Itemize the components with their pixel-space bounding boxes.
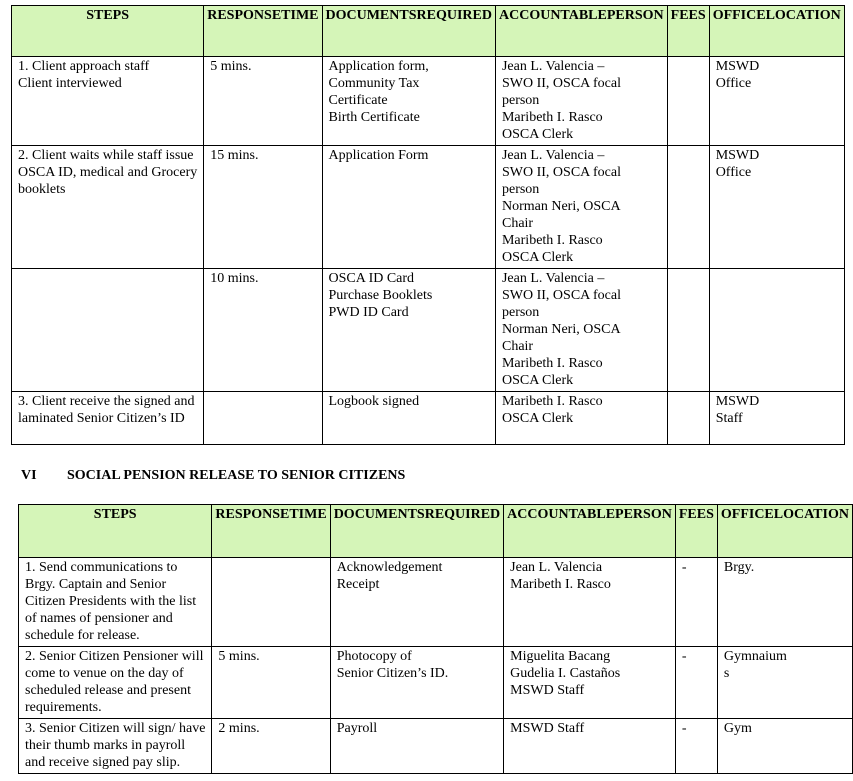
text-line: Norman Neri, OSCA (501, 322, 621, 337)
section-title: SOCIAL PENSION RELEASE TO SENIOR CITIZENS (67, 468, 406, 483)
cell-fees (667, 392, 709, 445)
text-line: Photocopy of (336, 649, 412, 664)
text-line: LOCATI (773, 507, 828, 522)
cell-fees (667, 269, 709, 392)
cell-fees (675, 719, 717, 774)
text-line: Brgy. (723, 560, 755, 575)
header-documents-required (322, 6, 495, 57)
cell-step (12, 57, 204, 146)
table-row (19, 558, 853, 647)
text-line: PWD ID Card (328, 305, 409, 320)
table-row (12, 392, 845, 445)
text-line: Jean L. Valencia – (501, 59, 605, 74)
text-line: Jean L. Valencia (510, 560, 603, 575)
table-row (12, 146, 845, 269)
cell-fees (675, 647, 717, 719)
text-line: MSWD (715, 394, 760, 409)
header-steps (19, 505, 212, 558)
cell-documents (322, 269, 495, 392)
text-line: scheduled release and present (25, 683, 191, 698)
cell-documents (322, 392, 495, 445)
text-line: MSWD (715, 148, 760, 163)
cell-step (19, 647, 212, 719)
section-number: VI (21, 468, 37, 483)
cell-response-time (204, 392, 322, 445)
cell-documents (330, 719, 503, 774)
cell-response-time (204, 57, 322, 146)
text-line: person (501, 182, 540, 197)
text-line: Maribeth I. Rasco (510, 577, 611, 592)
text-line: Logbook signed (328, 394, 420, 409)
text-line: Senior Citizen’s ID. (336, 666, 449, 681)
text-line: DOCUMENTS (333, 507, 425, 522)
header-response-time (212, 505, 330, 558)
text-line: OFFICE (712, 8, 766, 23)
cell-accountable (495, 146, 667, 269)
cell-office (717, 719, 852, 774)
text-line: FEE (678, 507, 707, 522)
header-documents-required (330, 505, 503, 558)
cell-documents (322, 146, 495, 269)
text-line: OSCA ID, medical and Grocery (18, 165, 198, 180)
text-line: Miguelita Bacang (510, 649, 611, 664)
text-line: Jean L. Valencia – (501, 148, 605, 163)
text-line: PERSON (615, 507, 672, 522)
text-line: TIME (281, 8, 319, 23)
text-line: Office (715, 165, 752, 180)
text-line: Office (715, 76, 752, 91)
text-line: OSCA Clerk (501, 373, 574, 388)
cell-accountable (504, 647, 676, 719)
text-line: come to venue on the day of (25, 666, 184, 681)
text-line: Receipt (336, 577, 380, 592)
text-line: ON (819, 8, 841, 23)
header-response-time (204, 6, 322, 57)
cell-accountable (495, 57, 667, 146)
cell-office (709, 146, 844, 269)
text-line: NSE (253, 8, 282, 23)
text-line: MSWD Staff (510, 721, 585, 736)
text-line: REQUIRED (416, 8, 492, 23)
text-line: OFFICE (720, 507, 774, 522)
cell-step (12, 269, 204, 392)
text-line: Payroll (336, 721, 378, 736)
text-line: 3. Client receive the signed and (18, 394, 195, 409)
text-line: RESPO (207, 8, 254, 23)
header-fees (667, 6, 709, 57)
text-line: and receive signed pay slip. (25, 755, 181, 770)
text-line: OSCA Clerk (501, 250, 574, 265)
text-line: SWO II, OSCA focal (501, 288, 621, 303)
text-line: requirements. (25, 700, 102, 715)
text-line: ACCOUNTABLE (498, 8, 607, 23)
text-line: Gymnaium (723, 649, 787, 664)
cell-office (709, 57, 844, 146)
section-heading (21, 467, 405, 484)
table-row (19, 647, 853, 719)
text-line: Maribeth I. Rasco (501, 356, 603, 371)
text-line: LOCATI (765, 8, 820, 23)
cell-step (19, 558, 212, 647)
text-line: Gym (723, 721, 752, 736)
text-line: S (706, 507, 714, 522)
text-line: NSE (262, 507, 290, 522)
text-line: MSWD Staff (510, 683, 585, 698)
table-header-row (12, 6, 845, 57)
text-line: 1. Send communications to (25, 560, 178, 575)
cell-documents (330, 558, 503, 647)
cell-response-time (204, 269, 322, 392)
text-line: 2. Client waits while staff issue (18, 148, 194, 163)
text-line: schedule for release. (25, 628, 140, 643)
text-line: Staff (715, 411, 743, 426)
header-office-location (709, 6, 844, 57)
text-line: s (723, 666, 730, 681)
text-line: Chair (501, 339, 534, 354)
header-accountable-person (504, 505, 676, 558)
text-line: Maribeth I. Rasco (501, 110, 603, 125)
cell-step (12, 146, 204, 269)
text-line: DOCUMENTS (325, 8, 417, 23)
cell-response-time (204, 146, 322, 269)
text-line: 3. Senior Citizen will sign/ have (25, 721, 206, 736)
cell-step (12, 392, 204, 445)
text-line: Purchase Booklets (328, 288, 433, 303)
text-line: S (697, 8, 706, 23)
text-line: STEPS (93, 507, 137, 522)
text-line: 2. Senior Citizen Pensioner will (25, 649, 204, 664)
text-line: 5 mins. (218, 649, 260, 664)
table-row (19, 719, 853, 774)
cell-accountable (495, 392, 667, 445)
steps-table-2 (18, 504, 853, 774)
cell-office (709, 392, 844, 445)
text-line: 15 mins. (210, 148, 259, 163)
text-line: person (501, 305, 540, 320)
text-line: 10 mins. (210, 271, 259, 286)
text-line: Application form, (328, 59, 429, 74)
cell-fees (667, 146, 709, 269)
table-row (12, 269, 845, 392)
text-line: SWO II, OSCA focal (501, 165, 621, 180)
cell-accountable (504, 719, 676, 774)
text-line: 5 mins. (210, 59, 252, 74)
text-line: Client interviewed (18, 76, 122, 91)
text-line: their thumb marks in payroll (25, 738, 186, 753)
text-line: STEPS (86, 8, 130, 23)
cell-office (717, 647, 852, 719)
cell-response-time (212, 558, 330, 647)
text-line: Norman Neri, OSCA (501, 199, 621, 214)
text-line: RESPO (215, 507, 263, 522)
text-line: Birth Certificate (328, 110, 420, 125)
text-line: MSWD (715, 59, 760, 74)
text-line: Maribeth I. Rasco (501, 394, 603, 409)
text-line: ON (827, 507, 849, 522)
cell-fees (675, 558, 717, 647)
text-line: Application Form (328, 148, 429, 163)
header-fees (675, 505, 717, 558)
text-line: - (681, 649, 687, 664)
text-line: Community Tax (328, 76, 420, 91)
text-line: Maribeth I. Rasco (501, 233, 603, 248)
text-line: Brgy. Captain and Senior (25, 577, 167, 592)
cell-fees (667, 57, 709, 146)
table-row (12, 57, 845, 146)
text-line: Gudelia I. Castaños (510, 666, 621, 681)
table-header-row (19, 505, 853, 558)
text-line: person (501, 93, 540, 108)
text-line: OSCA Clerk (501, 411, 574, 426)
text-line: PERSON (606, 8, 664, 23)
cell-documents (330, 647, 503, 719)
text-line: Citizen Presidents with the list (25, 594, 197, 609)
cell-response-time (212, 647, 330, 719)
text-line: Chair (501, 216, 534, 231)
cell-office (709, 269, 844, 392)
text-line: booklets (18, 182, 66, 197)
text-line: SWO II, OSCA focal (501, 76, 621, 91)
cell-office (717, 558, 852, 647)
text-line: - (681, 721, 687, 736)
text-line: - (681, 560, 687, 575)
header-office-location (717, 505, 852, 558)
text-line: REQUIRED (424, 507, 501, 522)
text-line: Certificate (328, 93, 388, 108)
header-accountable-person (495, 6, 667, 57)
text-line: Acknowledgement (336, 560, 443, 575)
cell-step (19, 719, 212, 774)
text-line: ACCOUNTABLE (507, 507, 616, 522)
cell-accountable (504, 558, 676, 647)
steps-table-1 (11, 5, 845, 445)
cell-accountable (495, 269, 667, 392)
text-line: TIME (289, 507, 327, 522)
cell-response-time (212, 719, 330, 774)
text-line: OSCA ID Card (328, 271, 415, 286)
text-line: laminated Senior Citizen’s ID (18, 411, 185, 426)
text-line: FEE (670, 8, 698, 23)
text-line: of names of pensioner and (25, 611, 173, 626)
text-line: Jean L. Valencia – (501, 271, 605, 286)
cell-documents (322, 57, 495, 146)
text-line: OSCA Clerk (501, 127, 574, 142)
header-steps (12, 6, 204, 57)
text-line: 1. Client approach staff (18, 59, 150, 74)
text-line: 2 mins. (218, 721, 260, 736)
